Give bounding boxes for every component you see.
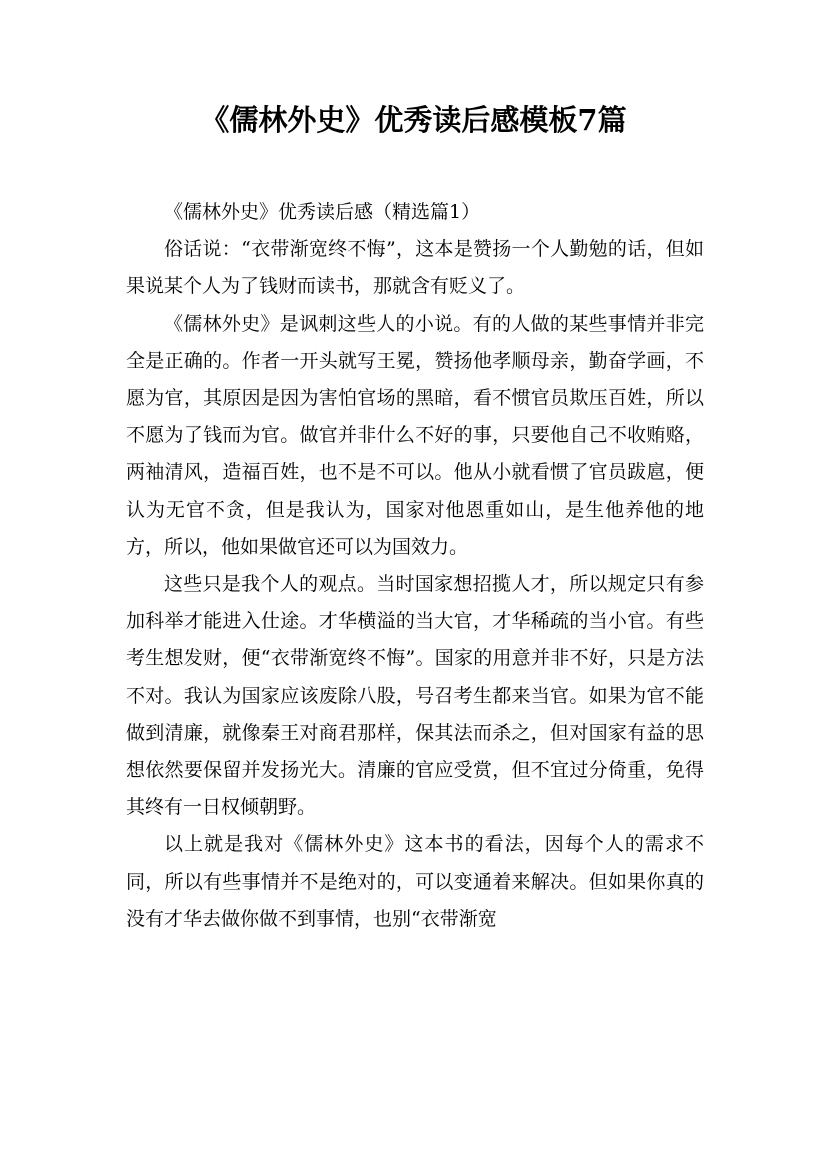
document-body: [126, 194, 704, 938]
paragraph-4: 以上就是我对《儒林外史》这本书的看法，因每个人的需求不同，所以有些事情并不是绝对的，可以变通着来解决。但如果你真的没有才华去做你做不到事情，也别“衣带渐宽: [126, 833, 704, 930]
paragraph-3: 这些只是我个人的观点。当时国家想招揽人才，所以规定只有参加科举才能进入仕途。才华横溢的当大官，才华稀疏的当小官。有些考生想发财，便“衣带渐宽终不悔”。国家的用意并非不好，只是方法不对。我认为国家应该废除八股，号召考生都来当官。如果为官不能做到清廉，就像秦王对商君那样，保其法而杀之，但对国家有益的思想依然要保留并发扬光大。清廉的官应受赏，但不宜过分倚重，免得其终有一日权倾朝野。: [126, 573, 704, 819]
section-heading: 《儒林外史》优秀读后感（精选篇1）: [164, 201, 481, 223]
document-title: 《儒林外史》优秀读后感模板7篇: [200, 103, 627, 137]
paragraph-2: 《儒林外史》是讽刺这些人的小说。有的人做的某些事情并非完全是正确的。作者一开头就写王冕，赞扬他孝顺母亲，勤奋学画，不愿为官，其原因是因为害怕官场的黑暗，看不惯官员欺压百姓，所以不愿为了钱而为官。做官并非什么不好的事，只要他自己不收贿赂，两袖清风，造福百姓，也不是不可以。他从小就看惯了官员跋扈，便认为无官不贪，但是我认为，国家对他恩重如山，是生他养他的地方，所以，他如果做官还可以为国效力。: [126, 312, 704, 558]
paragraph-1: 俗话说：“衣带渐宽终不悔”，这本是赞扬一个人勤勉的话，但如果说某个人为了钱财而读书，那就含有贬义了。: [126, 238, 704, 298]
